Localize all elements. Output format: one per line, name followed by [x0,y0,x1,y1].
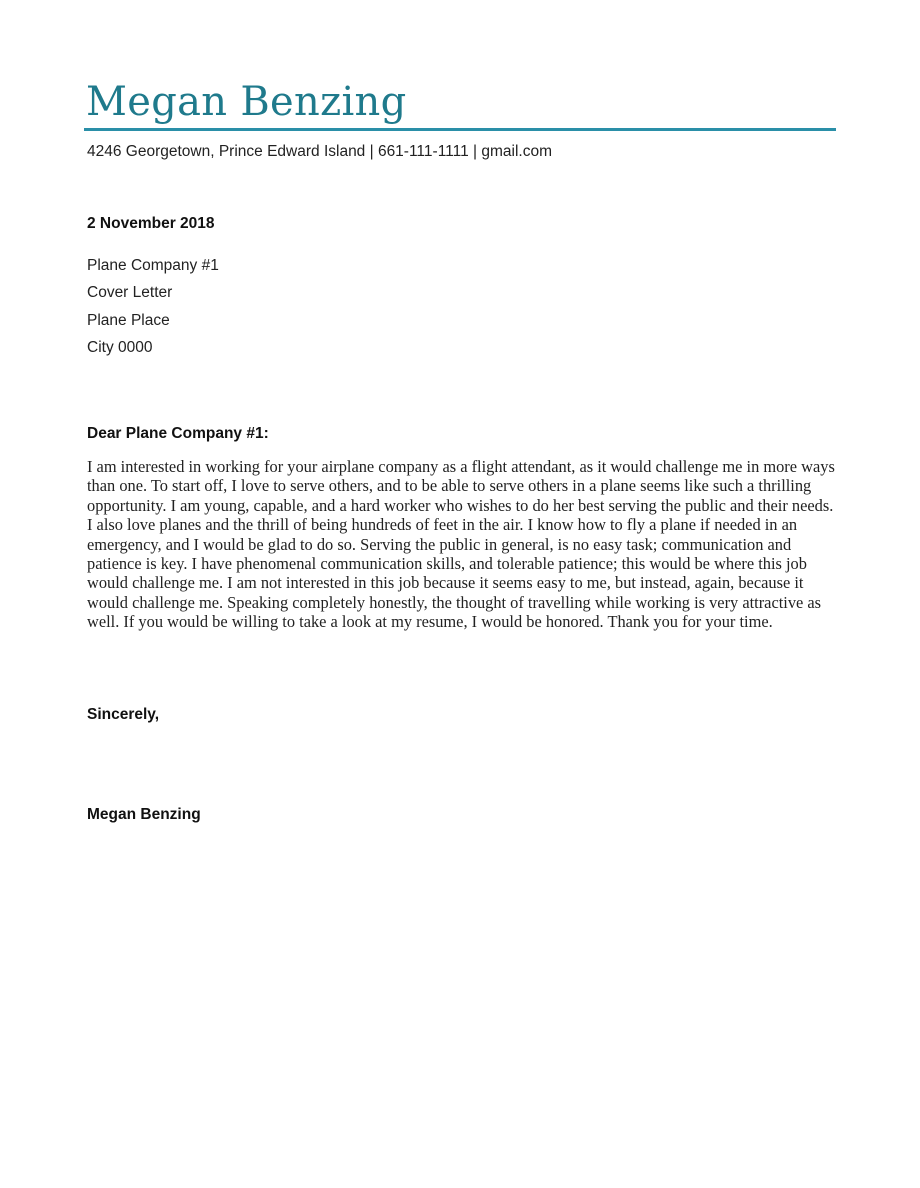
closing: Sincerely, [87,706,160,723]
author-name-heading: Megan Benzing [86,79,407,125]
contact-info: 4246 Georgetown, Prince Edward Island | 661-111-1111 | gmail.com [87,143,552,160]
recipient-city: City 0000 [87,338,153,356]
recipient-address [87,256,219,365]
recipient-street: Plane Place [87,311,170,329]
recipient-line: Cover Letter [87,284,173,302]
letter-body: I am interested in working for your airplane company as a flight attendant, as it would challenge me in more ways than one. To start off, I love to serve others, and to be able to serve others in a plane seems like such a thrilling opportunity. I am young, capable, and a hard worker who wishes to do her best serving the public and their needs. I also love planes and the thrill of being hundreds of feet in the air. I know how to fly a plane if needed in an emergency, and I would be glad to do so. Serving the public in general, is no easy task; communication and patience is key. I have phenomenal communication skills, and tolerable patience; this would be where this job would challenge me. I am not interested in this job because it seems easy to me, but instead, again, because it would challenge me. Speaking completely honestly, the thought of travelling while working is very attractive as well. If you would be willing to take a look at my resume, I would be honored. Thank you for your time. [87,457,835,632]
header-divider [84,128,836,131]
recipient-company: Plane Company #1 [87,257,219,274]
signature-name: Megan Benzing [87,806,201,823]
salutation: Dear Plane Company #1: [87,425,269,442]
letter-date: 2 November 2018 [87,215,215,232]
